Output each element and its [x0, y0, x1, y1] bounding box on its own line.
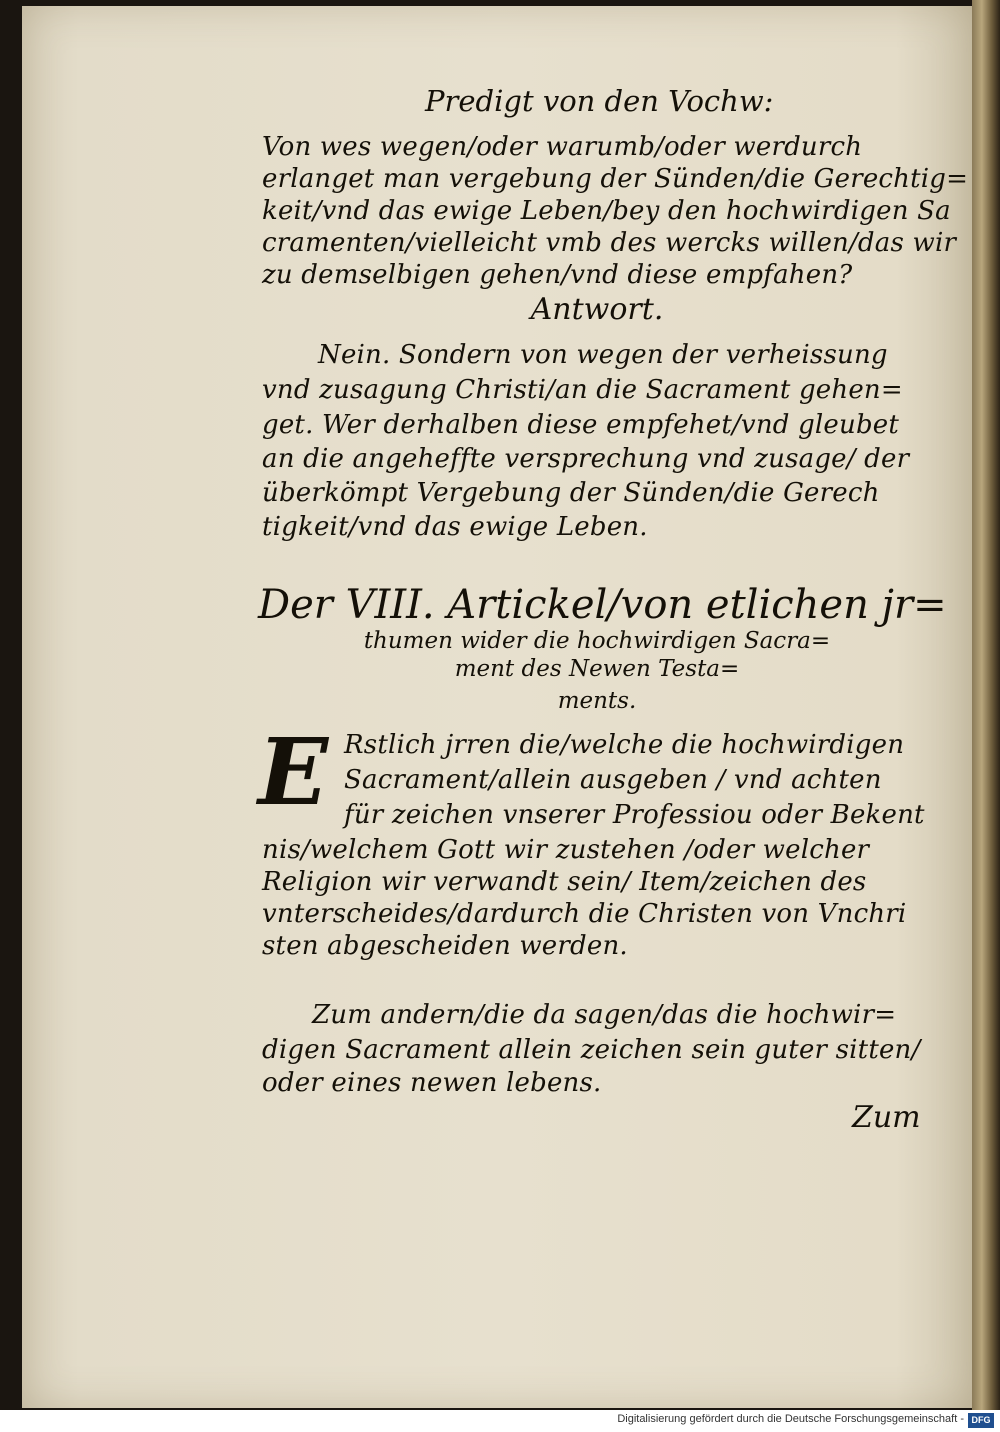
running-head: Predigt von den Vochw:	[425, 84, 774, 118]
drop-cap: E	[258, 718, 329, 826]
answer-line: Nein. Sondern von wegen der verheissung	[318, 340, 888, 370]
answer-line: an die angeheffte versprechung vnd zusage/ der	[262, 444, 910, 474]
answer-heading: Antwort.	[530, 292, 664, 327]
catchword: Zum	[852, 1100, 921, 1135]
article-subtitle-line: ment des Newen Testa=	[454, 656, 740, 682]
answer-line: tigkeit/vnd das ewige Leben.	[262, 512, 648, 542]
answer-line: überkömpt Vergebung der Sünden/die Gerech	[262, 478, 880, 508]
question-line: zu demselbigen gehen/vnd diese empfahen?	[262, 260, 853, 290]
paragraph-line: Religion wir verwandt sein/ Item/zeichen des	[262, 867, 867, 897]
article-title: Der VIII. Artickel/von etlichen jr=	[258, 582, 947, 628]
article-subtitle-line: ments.	[557, 688, 637, 714]
digitization-credit: Digitalisierung gefördert durch die Deutsche Forschungsgemeinschaft -	[617, 1413, 964, 1425]
question-line: cramenten/vielleicht vmb des wercks willen/das wir	[262, 228, 957, 258]
book-edge	[972, 0, 1000, 1412]
paragraph-line: für zeichen vnserer Professiou oder Bekent	[344, 800, 925, 830]
paragraph-line: digen Sacrament allein zeichen sein guter sitten/	[262, 1035, 921, 1065]
paragraph-line: Rstlich jrren die/welche die hochwirdigen	[344, 730, 905, 760]
paragraph-line: Zum andern/die da sagen/das die hochwir=	[312, 1000, 897, 1030]
dfg-logo: DFG	[968, 1413, 994, 1428]
paragraph-line: Sacrament/allein ausgeben / vnd achten	[344, 765, 882, 795]
question-line: Von wes wegen/oder warumb/oder werdurch	[262, 132, 863, 162]
question-line: keit/vnd das ewige Leben/bey den hochwirdigen Sa	[262, 196, 951, 226]
paragraph-line: oder eines newen lebens.	[262, 1068, 602, 1098]
article-subtitle-line: thumen wider die hochwirdigen Sacra=	[363, 628, 831, 654]
question-line: erlanget man vergebung der Sünden/die Gerechtig=	[262, 164, 969, 194]
paragraph-line: vnterscheides/dardurch die Christen von Vnchri	[262, 899, 907, 929]
paragraph-line: sten abgescheiden werden.	[262, 931, 628, 961]
paragraph-line: nis/welchem Gott wir zustehen /oder welcher	[262, 835, 870, 865]
answer-line: vnd zusagung Christi/an die Sacrament gehen=	[262, 375, 903, 405]
answer-line: get. Wer derhalben diese empfehet/vnd gleubet	[262, 410, 900, 440]
